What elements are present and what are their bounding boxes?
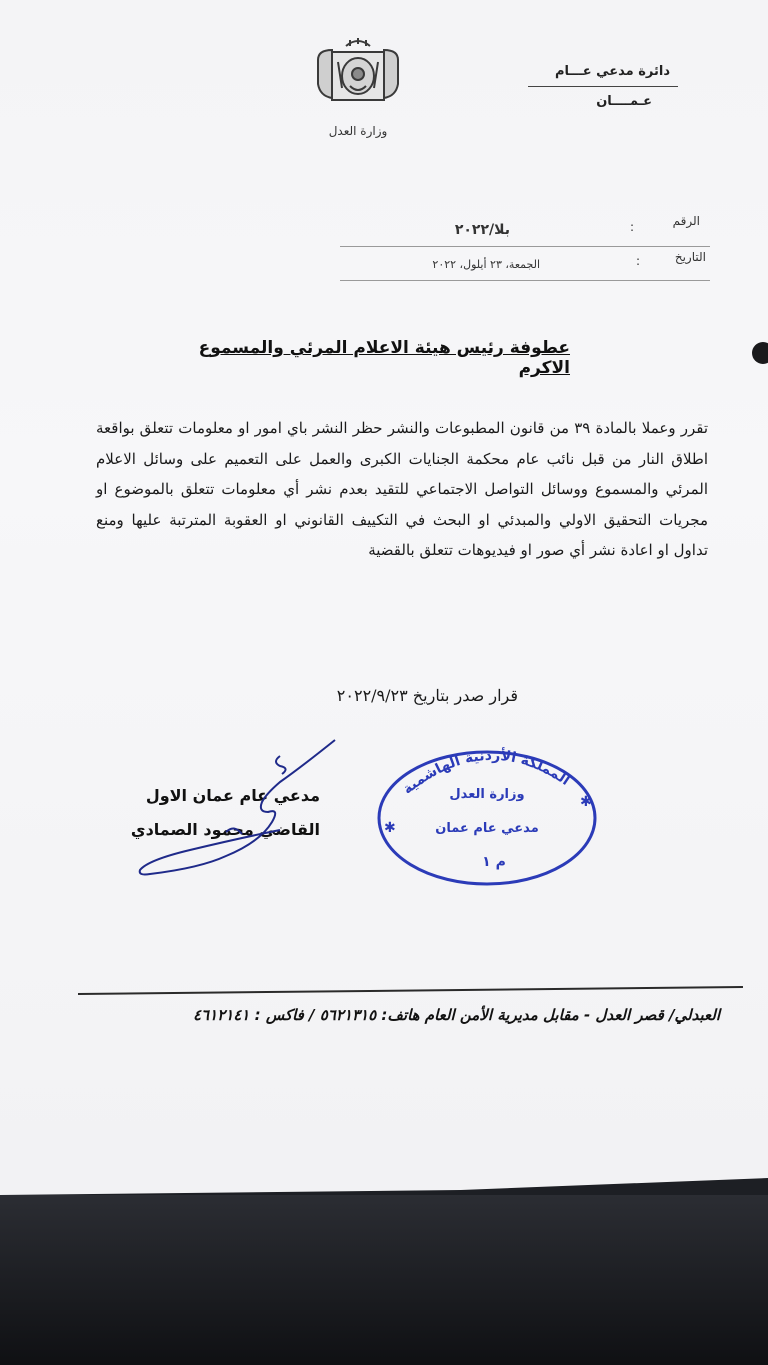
ministry-name: وزارة العدل [328,124,388,138]
number-value: بلا/٢٠٢٢ [454,222,510,238]
official-stamp [372,740,602,890]
signatory-title: مدعي عام عمان الاول [145,786,320,805]
stamp-line1: وزارة العدل [449,787,525,802]
body-paragraph: تقرر وعملا بالمادة ٣٩ من قانون المطبوعات والنشر حظر النشر باي امور او معلومات تتعلق بواقعة اطلاق النار من قبل نائب عام محكمة الجنايات الكبرى والعمل على التعميم على وسائل الاعلام المرئي والمسموع ووسائل التواصل الاجتماعي للتقيد بعدم نشر أي معلومات تتعلق بالموضوع او مجريات التحقيق الاولي والمبدئي او البحث في التكييف القانوني او العقوبة المترتبة عليها ومنع تداول او اعادة نشر أي صور او فيديوهات تتعلق بالقضية [96,419,708,559]
date-value: الجمعة، ٢٣ أيلول، ٢٠٢٢ [432,258,540,271]
crest-icon [312,38,404,108]
date-separator: : [636,254,641,268]
number-rule [340,246,710,247]
department-underline [528,86,678,87]
number-label: الرقم [672,214,700,228]
number-separator: : [630,220,635,234]
stamp-star-left: ✱ [384,820,396,836]
signatory-name: القاضي محمود الصمادي [130,820,320,839]
department-header [530,64,670,109]
footer-address: العبدلي/ قصر العدل - مقابل مديرية الأمن العام هاتف: ٥٦٢١٣١٥ / فاكس : ٤٦١٢١٤١ [192,1006,720,1024]
stamp-star-right: ✱ [580,794,592,810]
punch-hole [752,342,768,364]
department-line1: دائرة مدعي عـــام [554,64,670,79]
desk-background [0,1195,768,1365]
handwritten-signature [130,738,345,878]
department-line2: عـمــــان [596,94,652,109]
decision-date-line: قرار صدر بتاريخ ٢٠٢٢/٩/٢٣ [336,686,518,705]
stamp-line3: م ١ [482,854,506,870]
date-label: التاريخ [674,250,706,264]
stamp-arc-text: المملكة الأردنية الهاشمية [399,747,573,798]
salutation-heading: عطوفة رئيس هيئة الاعلام المرئي والمسموع الاكرم [198,338,570,378]
date-rule [340,280,710,281]
stamp-line2: مدعي عام عمان [435,821,539,836]
